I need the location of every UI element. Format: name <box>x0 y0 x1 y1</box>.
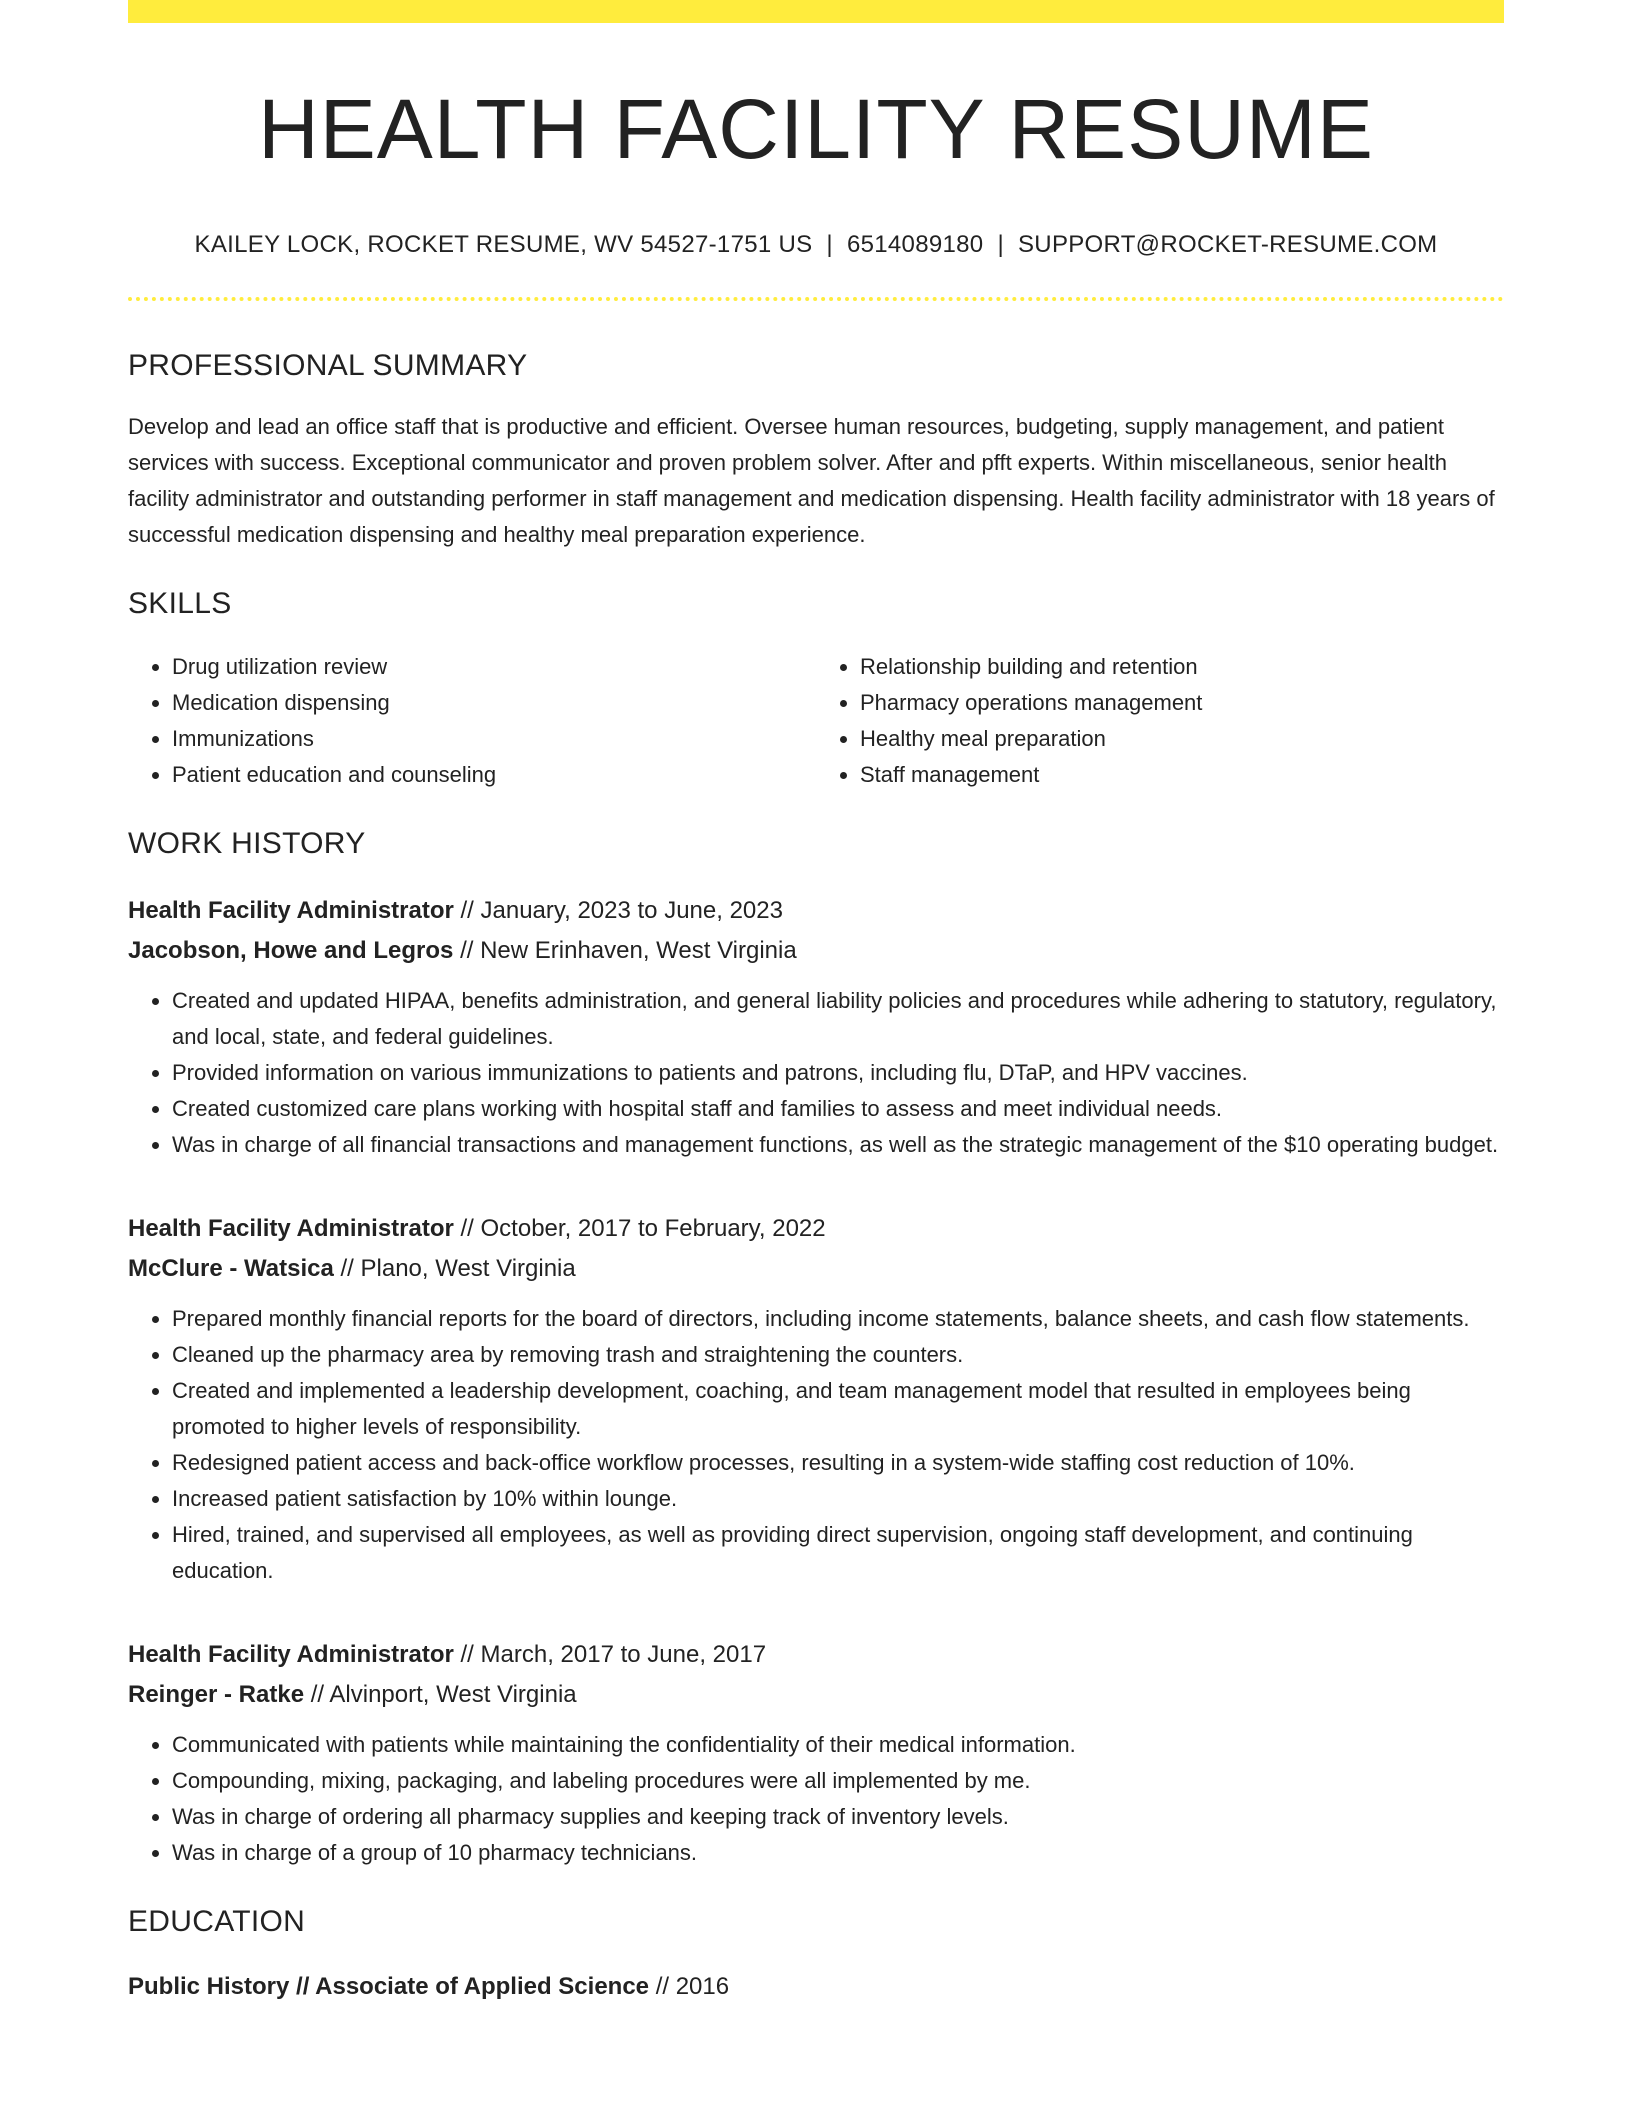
job-bullet: • Created customized care plans working with hospital staff and families to assess and meet individual needs. <box>172 1091 1504 1127</box>
job-bullets <box>128 983 1504 1163</box>
skill-item: • Pharmacy operations management <box>860 685 1504 721</box>
job-bullet: • Provided information on various immunizations to patients and patrons, including flu, DTaP, and HPV vaccines. <box>172 1055 1504 1091</box>
summary-heading: PROFESSIONAL SUMMARY <box>128 349 528 382</box>
skills-list <box>128 649 1504 793</box>
job-company: Reinger - Ratke <box>128 1681 305 1708</box>
job-entry <box>128 891 1504 1163</box>
job-bullet: • Redesigned patient access and back-office workflow processes, resulting in a system-wide staffing cost reduction of 10%. <box>172 1445 1504 1481</box>
job-location: // Plano, West Virginia <box>333 1255 576 1282</box>
skill-item: • Patient education and counseling <box>172 757 816 793</box>
accent-top-bar <box>128 0 1504 23</box>
contact-separator: | <box>826 231 833 258</box>
skill-item: • Drug utilization review <box>172 649 816 685</box>
education-year: // 2016 <box>649 1973 730 2000</box>
job-title: Health Facility Administrator <box>128 1215 454 1242</box>
job-entry <box>128 1209 1504 1589</box>
job-bullet: • Created and implemented a leadership development, coaching, and team management model that resulted in employees being promoted to higher levels of responsibility. <box>172 1373 1504 1445</box>
contact-address: KAILEY LOCK, ROCKET RESUME, WV 54527-1751 US <box>194 231 813 258</box>
job-bullet: • Was in charge of ordering all pharmacy supplies and keeping track of inventory levels. <box>172 1799 1504 1835</box>
job-company-line <box>128 1249 1504 1289</box>
job-company-line <box>128 1675 1504 1715</box>
job-bullet: • Created and updated HIPAA, benefits administration, and general liability policies and procedures while adhering to statutory, regulatory, and local, state, and federal guidelines. <box>172 983 1504 1055</box>
job-title-line <box>128 1635 1504 1675</box>
resume-page <box>128 0 1504 2007</box>
job-bullet: • Communicated with patients while maintaining the confidentiality of their medical information. <box>172 1727 1504 1763</box>
skill-item: • Immunizations <box>172 721 816 757</box>
job-bullet: • Was in charge of a group of 10 pharmacy technicians. <box>172 1835 1504 1871</box>
education-entry <box>128 1967 1504 2007</box>
contact-separator: | <box>997 231 1004 258</box>
skill-item: • Relationship building and retention <box>860 649 1504 685</box>
skills-column-left <box>128 649 816 793</box>
job-title-line <box>128 1209 1504 1249</box>
job-title: Health Facility Administrator <box>128 1641 454 1668</box>
job-bullets <box>128 1727 1504 1871</box>
skill-item: • Staff management <box>860 757 1504 793</box>
dotted-divider <box>128 297 1504 301</box>
education-heading: EDUCATION <box>128 1905 306 1938</box>
work-history-heading: WORK HISTORY <box>128 827 366 860</box>
job-bullet: • Cleaned up the pharmacy area by removing trash and straightening the counters. <box>172 1337 1504 1373</box>
skills-column-right <box>816 649 1504 793</box>
job-bullet: • Increased patient satisfaction by 10% within lounge. <box>172 1481 1504 1517</box>
job-company-line <box>128 931 1504 971</box>
job-bullet: • Was in charge of all financial transactions and management functions, as well as the strategic management of the $10 operating budget. <box>172 1127 1504 1163</box>
job-location: // New Erinhaven, West Virginia <box>453 937 797 964</box>
job-bullet: • Hired, trained, and supervised all employees, as well as providing direct supervision, ongoing staff development, and continuing education. <box>172 1517 1504 1589</box>
job-title: Health Facility Administrator <box>128 897 454 924</box>
job-bullet: • Prepared monthly financial reports for the board of directors, including income statements, balance sheets, and cash flow statements. <box>172 1301 1504 1337</box>
skill-item: • Medication dispensing <box>172 685 816 721</box>
skill-item: • Healthy meal preparation <box>860 721 1504 757</box>
resume-title: HEALTH FACILITY RESUME <box>258 82 1374 176</box>
job-dates: // January, 2023 to June, 2023 <box>453 897 783 924</box>
skills-heading: SKILLS <box>128 587 232 620</box>
job-bullet: • Compounding, mixing, packaging, and labeling procedures were all implemented by me. <box>172 1763 1504 1799</box>
education-degree: Public History // Associate of Applied Science <box>128 1973 650 2000</box>
job-title-line <box>128 891 1504 931</box>
job-company: McClure - Watsica <box>128 1255 334 1282</box>
job-location: // Alvinport, West Virginia <box>304 1681 577 1708</box>
job-entry <box>128 1635 1504 1871</box>
contact-email: SUPPORT@ROCKET-RESUME.COM <box>1018 231 1438 258</box>
job-dates: // October, 2017 to February, 2022 <box>453 1215 826 1242</box>
job-bullets <box>128 1301 1504 1589</box>
contact-phone: 6514089180 <box>846 231 984 258</box>
contact-line <box>128 231 1504 259</box>
job-dates: // March, 2017 to June, 2017 <box>453 1641 767 1668</box>
summary-text: Develop and lead an office staff that is productive and efficient. Oversee human resources, budgeting, supply management, and patient services with success. Exceptional communicator and proven problem solver. After and pfft experts. Within miscellaneous, senior health facility administrator and outstanding performer in staff management and medication dispensing. Health facility administrator with 18 years of successful medication dispensing and healthy meal preparation experience. <box>128 414 1495 547</box>
job-company: Jacobson, Howe and Legros <box>128 937 454 964</box>
